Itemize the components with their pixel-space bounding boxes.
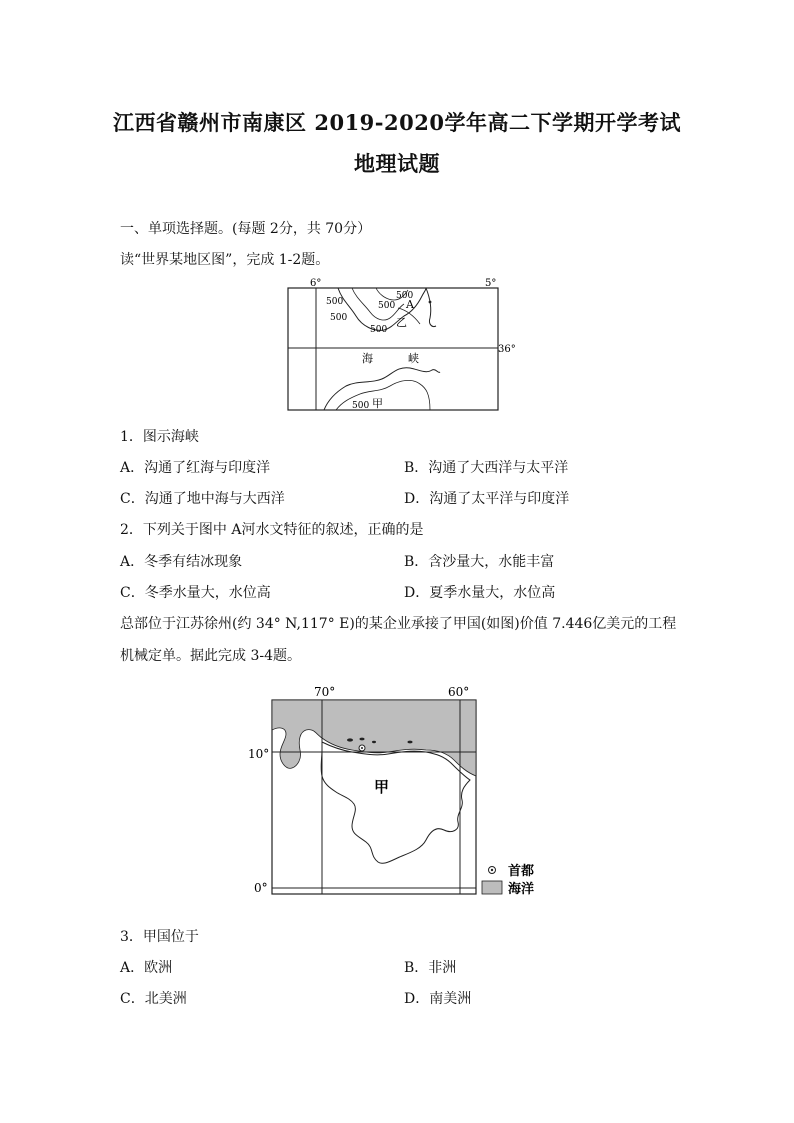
map2-lat-10: 10° [248,747,270,761]
map1-contour-1: 500 [326,297,344,307]
map1-contour-2: 500 [330,313,348,323]
q1-stem: 1．图示海峡 [120,429,199,445]
map1-lon-left: 6° [310,278,322,289]
map1-label-yi: 乙 [396,316,407,329]
q2-stem: 2．下列关于图中 A河水文特征的叙述，正确的是 [120,522,424,538]
map1-contour-6: 500 [352,401,370,411]
q3-option-d: D．南美洲 [404,991,472,1007]
section-intro: 读“世界某地区图”，完成 1-2题。 [120,252,330,268]
page-title: 江西省赣州市南康区 2019-2020学年高二下学期开学考试 [113,110,681,135]
map1-strait-2: 峡 [408,352,419,365]
passage-line-2: 机械定单。据此完成 3-4题。 [120,648,301,664]
map1-contour-3: 500 [378,301,396,311]
q3-option-c: C．北美洲 [120,991,187,1007]
q3-stem: 3．甲国位于 [120,929,199,945]
q2-option-c: C．冬季水量大，水位高 [120,585,271,601]
legend-ocean-swatch [482,881,502,894]
map1-contour-4: 500 [396,291,414,301]
q2-option-b: B．含沙量大，水能丰富 [404,554,555,570]
map2-country-label: 甲 [374,778,390,796]
map2-lon-70: 70° [314,685,336,699]
map1-label-jia: 甲 [372,397,383,410]
map1-lat: 36° [498,344,516,355]
section-heading: 一、单项选择题。(每题 2分，共 70分） [120,221,372,237]
q2-option-a: A．冬季有结冰现象 [120,554,243,570]
country-map [240,680,560,898]
map1-lon-right: 5° [485,278,497,289]
q3-option-a: A．欧洲 [120,960,173,976]
map2-lat-0: 0° [254,881,268,895]
strait-map [280,274,520,414]
passage-line-1: 总部位于江苏徐州(约 34° N,117° E)的某企业承接了甲国(如图)价值 7.446亿美元的工程 [120,616,677,632]
page-subtitle: 地理试题 [354,151,440,176]
map2-lon-60: 60° [448,685,470,699]
legend-ocean-label: 海洋 [508,882,535,897]
q1-option-b: B．沟通了大西洋与太平洋 [404,460,569,476]
q3-option-b: B．非洲 [404,960,457,976]
q1-option-a: A．沟通了红海与印度洋 [120,460,271,476]
q1-option-d: D．沟通了太平洋与印度洋 [404,491,570,507]
q1-option-c: C．沟通了地中海与大西洋 [120,491,285,507]
map1-label-river: A [406,298,414,311]
map1-strait-1: 海 [362,352,373,365]
q2-option-d: D．夏季水量大，水位高 [404,585,556,601]
legend-capital-label: 首都 [508,864,535,879]
map1-contour-5: 500 [370,325,388,335]
